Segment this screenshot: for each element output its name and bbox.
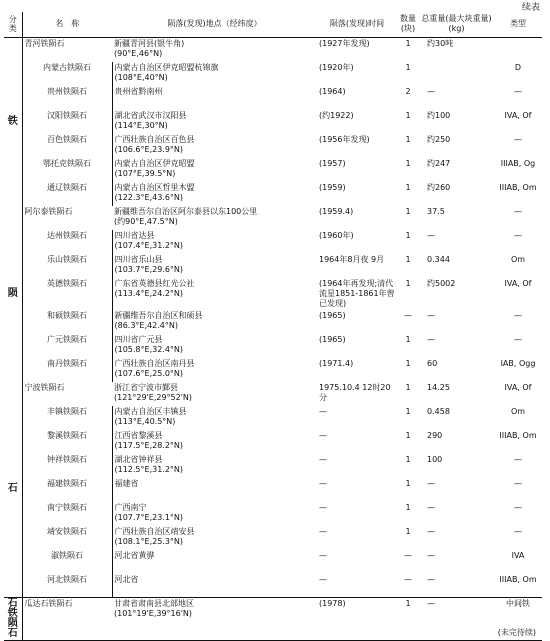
weight-cell: 约100 bbox=[427, 110, 451, 120]
location-text: 甘肃省肃南县北部地区 bbox=[114, 599, 194, 608]
name-cell: 宁波铁陨石 bbox=[24, 382, 65, 392]
count-cell: 1 bbox=[405, 110, 411, 120]
time-cell: (1978) bbox=[317, 598, 397, 641]
table-row bbox=[4, 134, 542, 158]
location-text: 广西壮族自治区南丹县 bbox=[114, 358, 195, 368]
location-text: 江西省黎溪县 bbox=[114, 430, 163, 440]
coordinates-text: (107.7°E,23.1°N) bbox=[114, 512, 184, 522]
location-cell bbox=[112, 254, 317, 278]
count-cell: 1 bbox=[405, 430, 411, 440]
location-cell bbox=[112, 574, 317, 598]
name-cell: 淑铁陨石 bbox=[22, 550, 112, 574]
coordinates-text: (101°19'E,39°16'N) bbox=[114, 609, 193, 618]
coordinates-text: (108.1°E,25.3°N) bbox=[114, 536, 184, 546]
type-cell: — bbox=[514, 502, 522, 512]
table-row bbox=[4, 454, 542, 478]
type-cell: IIIAB, Om bbox=[499, 574, 537, 584]
location-cell bbox=[112, 358, 317, 382]
location-cell bbox=[112, 454, 317, 478]
time-cell: (1959.4) bbox=[319, 206, 354, 216]
type-cell: Om bbox=[510, 254, 526, 264]
time-cell: — bbox=[319, 478, 327, 488]
time-cell: (1957) bbox=[319, 158, 346, 168]
table-row bbox=[4, 526, 542, 550]
location-text: 广西壮族自治区靖安县 bbox=[114, 526, 195, 536]
time-cell: — bbox=[319, 550, 327, 560]
location-cell bbox=[112, 334, 317, 358]
group-label: 铁 bbox=[4, 38, 22, 206]
location-cell bbox=[112, 278, 317, 310]
type-cell: — bbox=[514, 86, 522, 96]
coordinates-text: (107°E,39.5°N) bbox=[114, 168, 176, 178]
count-cell: 1 bbox=[405, 358, 411, 368]
table-row bbox=[4, 182, 542, 206]
location-text: 湖北省武汉市汉阳县 bbox=[114, 110, 187, 120]
continued-note: 续表 bbox=[521, 3, 540, 13]
location-cell bbox=[112, 550, 317, 574]
coordinates-text: (113°E,40.5°N) bbox=[114, 416, 176, 426]
type-cell bbox=[494, 38, 542, 62]
header-type: 类型 bbox=[494, 12, 542, 38]
name-cell: 英德铁陨石 bbox=[22, 278, 112, 310]
name-cell: 钟祥铁陨石 bbox=[22, 454, 112, 478]
location-cell bbox=[112, 206, 317, 230]
time-cell: (1959) bbox=[319, 182, 346, 192]
time-cell: — bbox=[319, 574, 327, 584]
coordinates-text: (107.6°E,25.0°N) bbox=[114, 368, 184, 378]
type-cell: — bbox=[514, 334, 522, 344]
name-cell: 贵州铁陨石 bbox=[22, 86, 112, 110]
type-cell: IAB, Ogg bbox=[500, 358, 536, 368]
name-cell: 南宁铁陨石 bbox=[22, 502, 112, 526]
location-cell bbox=[112, 478, 317, 502]
type-cell: — bbox=[514, 526, 522, 536]
type-cell: IIIAB, Om bbox=[499, 182, 537, 192]
group-label: 石 bbox=[4, 382, 22, 598]
time-cell: — bbox=[319, 406, 327, 416]
count-cell: 1 bbox=[405, 158, 411, 168]
location-text: 河北省 bbox=[114, 574, 139, 584]
location-cell bbox=[112, 598, 317, 641]
meteorite-table bbox=[4, 12, 542, 641]
type-cell: — bbox=[514, 230, 522, 240]
count-cell: 1 bbox=[405, 502, 411, 512]
location-text: 内蒙古自治区丰镇县 bbox=[114, 406, 187, 416]
location-text: 贵州省黔南州 bbox=[114, 86, 163, 96]
type-cell: IIIAB, Og bbox=[500, 158, 536, 168]
weight-cell: 100 bbox=[427, 454, 443, 464]
count-cell: 1 bbox=[405, 230, 411, 240]
header-location: 陨落(发现)地点（经纬度） bbox=[112, 12, 317, 38]
location-cell bbox=[112, 430, 317, 454]
location-text: 河北省黄骅 bbox=[114, 550, 155, 560]
location-text: 广东省英德县红光公社 bbox=[114, 278, 195, 288]
time-cell: — bbox=[319, 502, 327, 512]
location-text: 湖北省钟祥县 bbox=[114, 454, 163, 464]
location-cell bbox=[112, 86, 317, 110]
time-cell: (约1922) bbox=[319, 110, 354, 120]
time-cell: — bbox=[319, 526, 327, 536]
weight-cell: 290 bbox=[427, 430, 443, 440]
type-cell: — bbox=[514, 206, 522, 216]
group-label: 陨 bbox=[4, 206, 22, 382]
table-row bbox=[4, 278, 542, 310]
location-cell bbox=[112, 62, 317, 86]
type-cell: — bbox=[514, 134, 522, 144]
type-cell: — bbox=[514, 454, 522, 464]
time-cell: (1964年再发现;清代流星1851-1861年曾已发现) bbox=[319, 278, 395, 308]
weight-cell: 约260 bbox=[427, 182, 451, 192]
coordinates-text: (107.4°E,31.2°N) bbox=[114, 240, 184, 250]
type-cell: IVA, Of bbox=[504, 382, 532, 392]
location-text: 新疆维吾尔自治区和硕县 bbox=[114, 310, 203, 320]
count-cell: 1 bbox=[405, 134, 411, 144]
count-cell: 1 bbox=[405, 478, 411, 488]
coordinates-text: (114°E,30°N) bbox=[114, 120, 168, 130]
time-cell: 1964年8月夜 9月 bbox=[319, 254, 385, 264]
location-cell bbox=[112, 38, 317, 62]
table-row bbox=[4, 310, 542, 334]
type-cell: IVA, Of bbox=[504, 110, 532, 120]
count-cell: 1 bbox=[405, 254, 411, 264]
to-be-continued-note: (未完待续) bbox=[497, 628, 536, 637]
name-cell: 河北铁陨石 bbox=[22, 574, 112, 598]
time-cell: 1975.10.4 12时20分 bbox=[319, 382, 391, 402]
name-cell: 达州铁陨石 bbox=[22, 230, 112, 254]
location-text: 四川省达县 bbox=[114, 230, 155, 240]
name-cell: 黎溪铁陨石 bbox=[22, 430, 112, 454]
time-cell: (1927年发现) bbox=[319, 39, 370, 48]
weight-cell: — bbox=[427, 502, 435, 512]
table-row bbox=[4, 230, 542, 254]
weight-cell: 约5002 bbox=[427, 278, 456, 288]
time-cell: (1965) bbox=[319, 310, 346, 320]
name-cell: 青河铁陨石 bbox=[24, 39, 65, 48]
name-cell: 百色铁陨石 bbox=[22, 134, 112, 158]
type-cell: IVA, Of bbox=[504, 278, 532, 288]
location-text: 新疆维吾尔自治区阿尔泰县以东100公里 bbox=[114, 206, 258, 216]
type-cell: IVA bbox=[511, 550, 525, 560]
type-cell: D bbox=[514, 62, 522, 72]
location-cell bbox=[112, 158, 317, 182]
location-cell bbox=[112, 230, 317, 254]
count-cell: 1 bbox=[405, 526, 411, 536]
coordinates-text: (105.8°E,32.4°N) bbox=[114, 344, 184, 354]
weight-cell: — bbox=[427, 526, 435, 536]
coordinates-text: (122.3°E,43.6°N) bbox=[114, 192, 184, 202]
weight-cell: 0.458 bbox=[427, 406, 450, 416]
table-row bbox=[4, 86, 542, 110]
table-row bbox=[4, 158, 542, 182]
table-row bbox=[4, 574, 542, 598]
name-cell: 汉阳铁陨石 bbox=[22, 110, 112, 134]
table-row bbox=[4, 406, 542, 430]
location-cell bbox=[112, 310, 317, 334]
weight-cell: — bbox=[427, 86, 435, 96]
location-text: 内蒙古自治区哲里木盟 bbox=[114, 182, 195, 192]
weight-cell: — bbox=[427, 574, 435, 584]
time-cell: (1965) bbox=[319, 334, 346, 344]
count-cell: 1 bbox=[405, 62, 411, 72]
table-row bbox=[4, 110, 542, 134]
weight-cell: 约250 bbox=[427, 134, 451, 144]
location-text: 福建省 bbox=[114, 478, 139, 488]
weight-cell: 约30吨 bbox=[427, 39, 454, 48]
count-cell: 1 bbox=[405, 278, 411, 288]
location-cell bbox=[112, 182, 317, 206]
coordinates-text: (103.7°E,29.6°N) bbox=[114, 264, 184, 274]
table-row bbox=[4, 598, 542, 641]
location-cell bbox=[112, 526, 317, 550]
weight-cell: 约247 bbox=[427, 158, 451, 168]
table-row bbox=[4, 382, 542, 406]
table-row bbox=[4, 254, 542, 278]
type-cell: Om bbox=[510, 406, 526, 416]
header-weight: 总重量(最大块重量)(kg) bbox=[419, 12, 494, 38]
count-cell: 1 bbox=[405, 406, 411, 416]
table-row bbox=[4, 334, 542, 358]
table-header-row bbox=[4, 12, 542, 38]
coordinates-text: (90°E,46°N) bbox=[114, 49, 163, 58]
name-cell: 靖安铁陨石 bbox=[22, 526, 112, 550]
location-text: 广西南宁 bbox=[114, 502, 147, 512]
time-cell: (1960年) bbox=[319, 230, 354, 240]
coordinates-text: (113.4°E,24.2°N) bbox=[114, 288, 184, 298]
coordinates-text: (108°E,40°N) bbox=[114, 72, 168, 82]
coordinates-text: (86.3°E,42.4°N) bbox=[114, 320, 178, 330]
count-cell: 1 bbox=[405, 334, 411, 344]
weight-cell: 0.344 bbox=[427, 254, 450, 264]
location-cell bbox=[112, 502, 317, 526]
weight-cell: — bbox=[419, 598, 494, 641]
type-cell: — bbox=[514, 478, 522, 488]
count-cell: — bbox=[404, 574, 412, 584]
time-cell: — bbox=[319, 430, 327, 440]
count-cell: — bbox=[404, 310, 412, 320]
count-cell: 1 bbox=[405, 206, 411, 216]
coordinates-text: (121°29'E,29°52'N) bbox=[114, 392, 193, 402]
weight-cell: 37.5 bbox=[427, 206, 445, 216]
coordinates-text: (117.5°E,28.2°N) bbox=[114, 440, 184, 450]
type-cell: 中间铁 bbox=[494, 598, 542, 641]
header-name: 名 称 bbox=[22, 12, 112, 38]
count-cell: 1 bbox=[405, 382, 411, 392]
name-cell: 丰镇铁陨石 bbox=[22, 406, 112, 430]
weight-cell: — bbox=[427, 478, 435, 488]
location-cell bbox=[112, 382, 317, 406]
time-cell: (1971.4) bbox=[319, 358, 354, 368]
table-row bbox=[4, 62, 542, 86]
location-text: 内蒙古自治区伊克昭盟杭锦旗 bbox=[114, 62, 219, 72]
coordinates-text: (112.5°E,31.2°N) bbox=[114, 464, 184, 474]
name-cell: 和硕铁陨石 bbox=[22, 310, 112, 334]
time-cell: — bbox=[319, 454, 327, 464]
location-text: 四川省广元县 bbox=[114, 334, 163, 344]
table-row bbox=[4, 550, 542, 574]
name-cell: 广元铁陨石 bbox=[22, 334, 112, 358]
name-cell: 阿尔泰铁陨石 bbox=[24, 206, 73, 216]
location-cell bbox=[112, 110, 317, 134]
location-cell bbox=[112, 406, 317, 430]
name-cell: 通辽铁陨石 bbox=[22, 182, 112, 206]
location-cell bbox=[112, 134, 317, 158]
name-cell: 内蒙古铁陨石 bbox=[22, 62, 112, 86]
time-cell: (1964) bbox=[319, 86, 346, 96]
table-row bbox=[4, 38, 542, 62]
location-text: 浙江省宁波市鄞县 bbox=[114, 382, 178, 392]
type-cell: — bbox=[514, 310, 522, 320]
table-row bbox=[4, 502, 542, 526]
time-cell: (1956年发现) bbox=[319, 134, 370, 144]
group-label: 石铁陨石 bbox=[4, 598, 22, 641]
name-cell: 南丹铁陨石 bbox=[22, 358, 112, 382]
time-cell: (1920年) bbox=[319, 62, 354, 72]
weight-cell: 60 bbox=[427, 358, 438, 368]
name-cell: 乐山铁陨石 bbox=[22, 254, 112, 278]
count-cell: 1 bbox=[405, 39, 411, 48]
location-text: 内蒙古自治区伊克昭盟 bbox=[114, 158, 195, 168]
count-cell: 1 bbox=[397, 598, 419, 641]
weight-cell: — bbox=[427, 310, 435, 320]
count-cell: 2 bbox=[405, 86, 411, 96]
table-row bbox=[4, 430, 542, 454]
location-text: 广西壮族自治区百色县 bbox=[114, 134, 195, 144]
count-cell: 1 bbox=[405, 454, 411, 464]
count-cell: — bbox=[404, 550, 412, 560]
weight-cell bbox=[419, 62, 494, 86]
table-row bbox=[4, 478, 542, 502]
location-text: 新疆青河县(银牛角) bbox=[114, 39, 185, 48]
table-row bbox=[4, 206, 542, 230]
count-cell: 1 bbox=[405, 182, 411, 192]
table-row bbox=[4, 358, 542, 382]
name-cell: 福建铁陨石 bbox=[22, 478, 112, 502]
weight-cell: — bbox=[427, 550, 435, 560]
header-class: 分类 bbox=[4, 12, 22, 38]
coordinates-text: (106.6°E,23.9°N) bbox=[114, 144, 184, 154]
header-count: 数量(块) bbox=[397, 12, 419, 38]
name-cell: 瓜达石铁陨石 bbox=[22, 598, 112, 641]
name-cell: 鄂托克铁陨石 bbox=[22, 158, 112, 182]
weight-cell: — bbox=[427, 230, 435, 240]
weight-cell: — bbox=[427, 334, 435, 344]
type-cell: IIIAB, Om bbox=[499, 430, 537, 440]
location-text: 四川省乐山县 bbox=[114, 254, 163, 264]
coordinates-text: (约90°E,47.5°N) bbox=[114, 216, 178, 226]
weight-cell: 14.25 bbox=[427, 382, 450, 392]
header-time: 陨落(发现)时间 bbox=[317, 12, 397, 38]
